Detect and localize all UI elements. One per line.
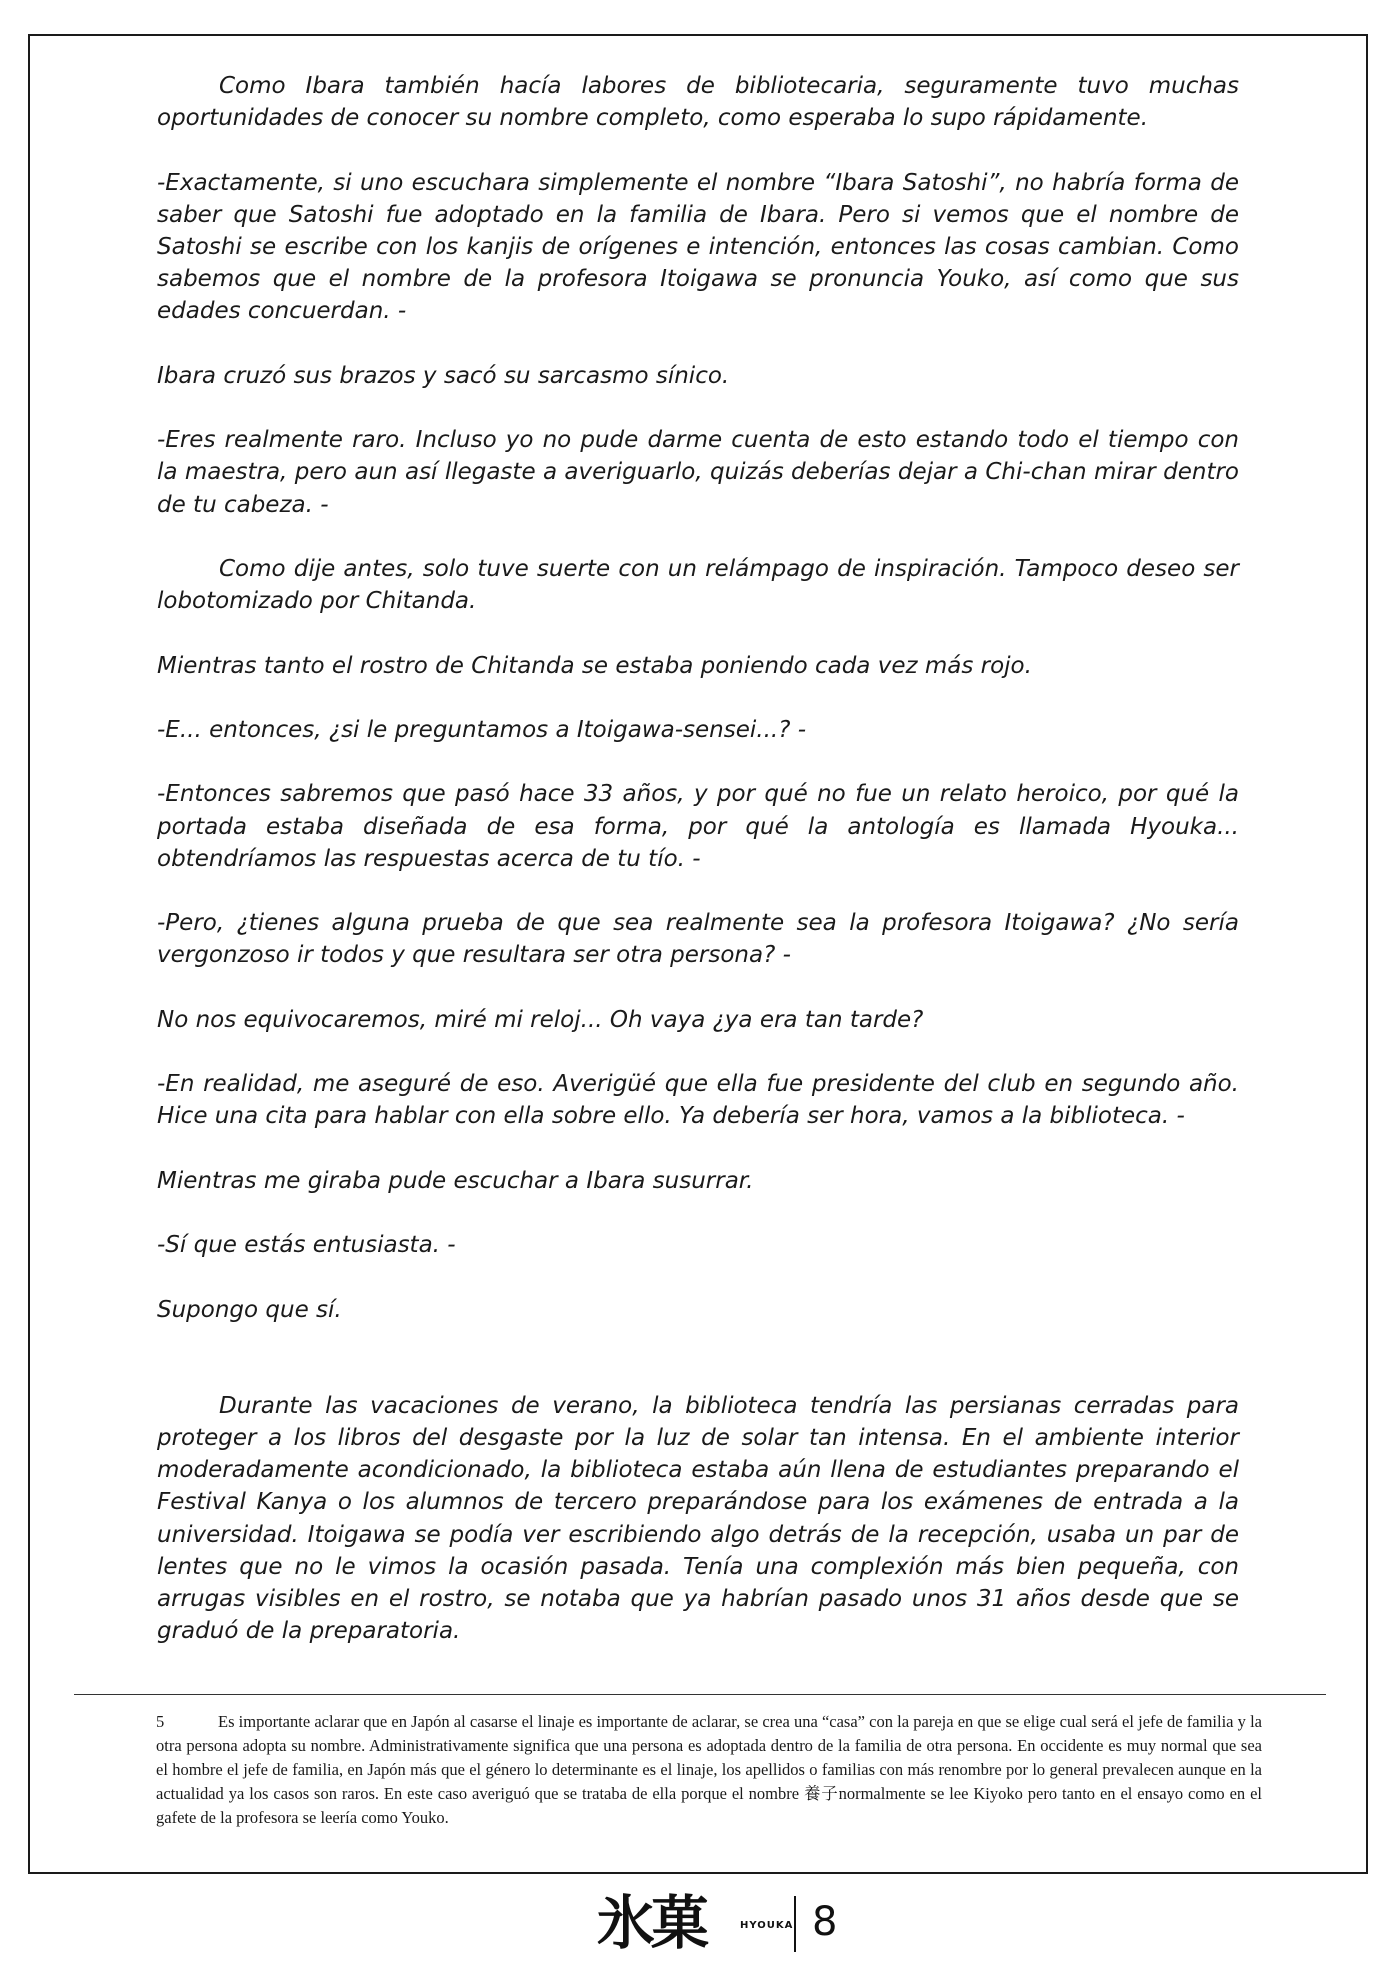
paragraph-9: -Pero, ¿tienes alguna prueba de que sea realmente sea la profesora Itoigawa? ¿No sería vergonzoso ir todos y que resultara ser otra persona? - <box>157 910 1239 969</box>
hyouka-logo: 氷菓 <box>597 1889 706 1957</box>
footnote-number: 5 <box>156 1712 165 1731</box>
paragraph-6: Mientras tanto el rostro de Chitanda se estaba poniendo cada vez más rojo. <box>157 652 1032 679</box>
paragraph-13: -Sí que estás entusiasta. - <box>157 1232 456 1259</box>
footnote-divider <box>74 1694 1326 1695</box>
body-text <box>157 70 1239 1680</box>
hyouka-logo-subtitle: HYOUKA <box>740 1920 794 1931</box>
paragraph-4: -Eres realmente raro. Incluso yo no pude darme cuenta de esto estando todo el tiempo con la maestra, pero aun así llegaste a averiguarlo, quizás deberías dejar a Chi-chan mirar dentro de tu cabeza. - <box>157 427 1239 518</box>
page-frame <box>28 34 1368 1874</box>
page-footer <box>0 1882 1400 1962</box>
footnote <box>156 1710 1262 1830</box>
paragraph-12: Mientras me giraba pude escuchar a Ibara susurrar. <box>157 1167 754 1194</box>
paragraph-2: -Exactamente, si uno escuchara simplemente el nombre “Ibara Satoshi”, no habría forma de saber que Satoshi fue adoptado en la familia de Ibara. Pero si vemos que el nombre de Satoshi se escribe con los kanjis de orígenes e intención, entonces las cosas cambian. Como sabemos que el nombre de la profesora Itoigawa se pronuncia Youko, así como que sus edades concuerdan. - <box>157 169 1239 325</box>
paragraph-8: -Entonces sabremos que pasó hace 33 años, y por qué no fue un relato heroico, por qué la portada estaba diseñada de esa forma, por qué la antología es llamada Hyouka... obtendríamos las respuestas acerca de tu tío. - <box>157 781 1239 872</box>
footer-divider <box>794 1896 796 1952</box>
paragraph-11: -En realidad, me aseguré de eso. Averigüé que ella fue presidente del club en segundo año. Hice una cita para hablar con ella sobre ello. Ya debería ser hora, vamos a la biblioteca. - <box>157 1071 1239 1130</box>
paragraph-14: Supongo que sí. <box>157 1296 342 1323</box>
footnote-text: Es importante aclarar que en Japón al casarse el linaje es importante de aclarar, se crea una “casa” con la pareja en que se elige cual será el jefe de familia y la otra persona adopta su nombre. Administrativamente significa que una persona es adoptada dentro de la familia de otra persona. En occidente es muy normal que sea el hombre el jefe de familia, en Japón más que el género lo determinante es el linaje, los apellidos o familias con más renombre por lo general prevalecen aunque en la actualidad ya los casos son raros. En este caso averiguó que se trataba de ella porque el nombre 養子normalmente se lee Kiyoko pero tanto en el ensayo como en el gafete de la profesora se leería como Youko. <box>156 1712 1262 1827</box>
paragraph-15: Durante las vacaciones de verano, la biblioteca tendría las persianas cerradas para proteger a los libros del desgaste por la luz de solar tan intensa. En el ambiente interior moderadamente acondicionado, la biblioteca estaba aún llena de estudiantes preparando el Festival Kanya o los alumnos de tercero preparándose para los exámenes de entrada a la universidad. Itoigawa se podía ver escribiendo algo detrás de la recepción, usaba un par de lentes que no le vimos la ocasión pasada. Tenía una complexión más bien pequeña, con arrugas visibles en el rostro, se notaba que ya habrían pasado unos 31 años desde que se graduó de la preparatoria. <box>157 1392 1239 1645</box>
paragraph-10: No nos equivocaremos, miré mi reloj... Oh vaya ¿ya era tan tarde? <box>157 1006 924 1033</box>
paragraph-1: Como Ibara también hacía labores de bibliotecaria, seguramente tuvo muchas oportunidades de conocer su nombre completo, como esperaba lo supo rápidamente. <box>157 73 1239 132</box>
paragraph-7: -E... entonces, ¿si le preguntamos a Itoigawa-sensei...? - <box>157 716 807 743</box>
paragraph-3: Ibara cruzó sus brazos y sacó su sarcasmo sínico. <box>157 362 730 389</box>
page-number: 8 <box>812 1899 838 1945</box>
paragraph-5: Como dije antes, solo tuve suerte con un relámpago de inspiración. Tampoco deseo ser lobotomizado por Chitanda. <box>157 555 1239 615</box>
